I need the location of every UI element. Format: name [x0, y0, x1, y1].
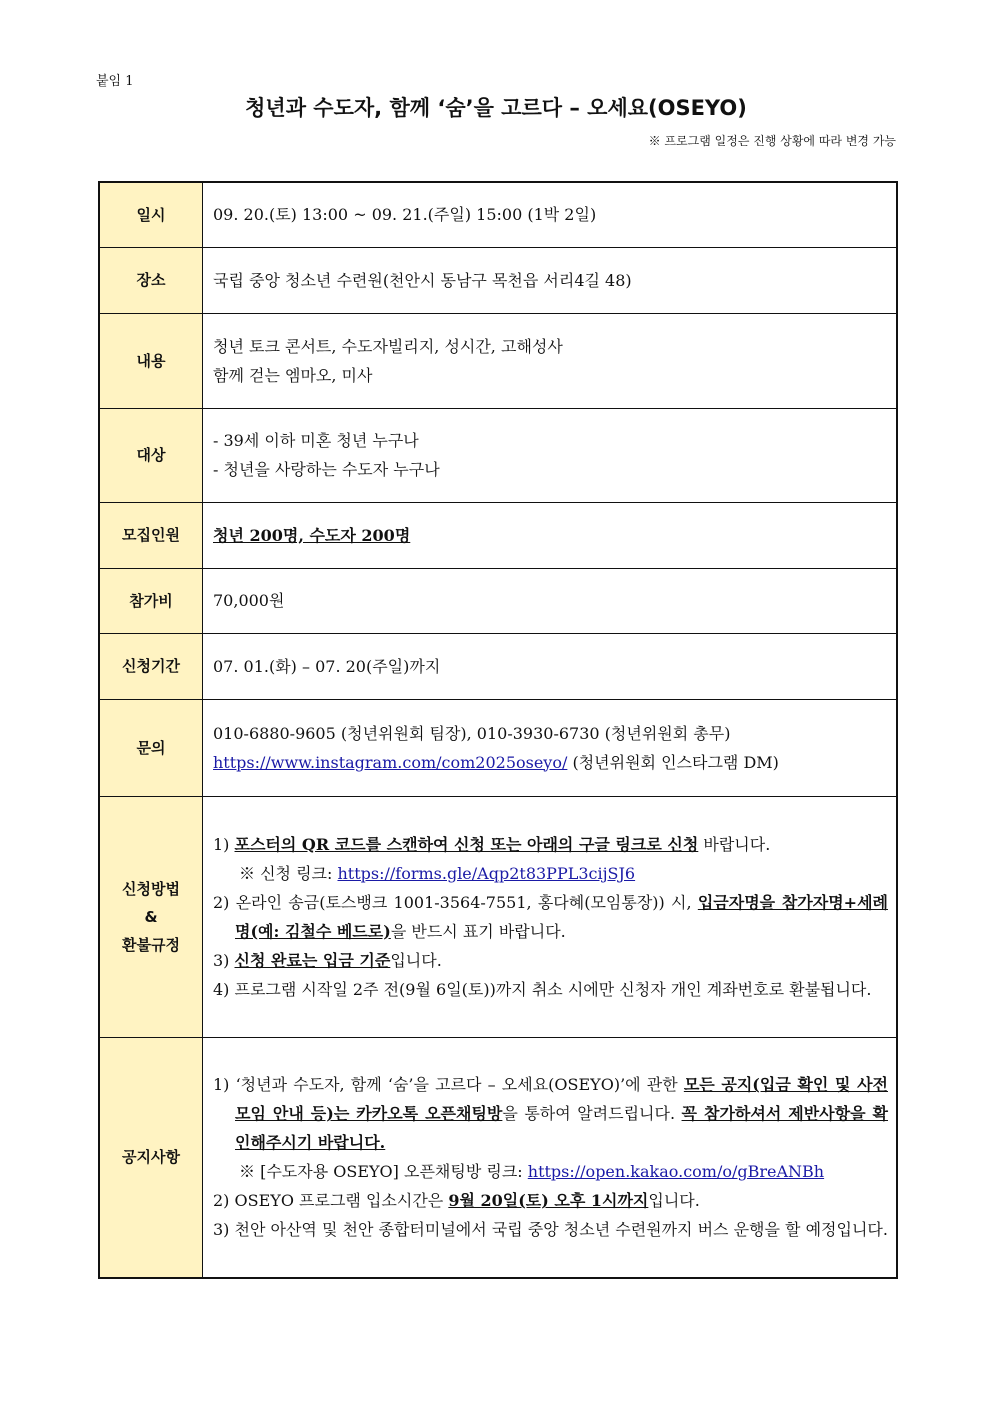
notice-item-1-bold1: 모든 공지(입금 확인 및 사전 모임 안내 등)는 카카오톡 오픈채팅방: [235, 1075, 888, 1124]
notice-item-3: [213, 1215, 888, 1244]
row-date: [99, 182, 897, 247]
notice-item-3-text: 천안 아산역 및 천안 종합터미널에서 국립 중앙 청소년 수련원까지 버스 운행을 할 예정입니다.: [234, 1220, 888, 1240]
value-fee: 70,000원: [203, 568, 898, 633]
apply-item-2-num: 2): [213, 892, 230, 912]
apply-item-4-text: 프로그램 시작일 2주 전(9월 6일(토))까지 취소 시에만 신청자 개인 계좌번호로 환불됩니다.: [234, 979, 872, 999]
apply-item-3-num: 3): [213, 950, 230, 970]
label-period: 신청기간: [99, 633, 203, 699]
label-target: 대상: [99, 408, 203, 502]
apply-item-3-bold: 신청 완료는 입금 기준: [234, 950, 391, 970]
value-apply: [203, 796, 898, 1037]
content-line-1: 청년 토크 콘서트, 수도자빌리지, 성시간, 고해성사: [213, 336, 563, 356]
instagram-link[interactable]: https://www.instagram.com/com2025oseyo/: [213, 752, 568, 772]
value-recruit: 청년 200명, 수도자 200명: [213, 525, 411, 545]
target-line-1: - 39세 이하 미혼 청년 누구나: [213, 431, 419, 450]
apply-item-1-bold: 포스터의 QR 코드를 스캔하여 신청 또는 아래의 구글 링크로 신청: [234, 834, 699, 854]
notice-item-1-mid: 을 통하여 알려드립니다.: [502, 1104, 682, 1124]
value-notice: [203, 1037, 898, 1278]
attachment-label: 붙임 1: [96, 74, 134, 89]
target-line-2: - 청년을 사랑하는 수도자 누구나: [213, 460, 440, 479]
apply-item-4: [213, 975, 888, 1004]
apply-item-1: [213, 830, 888, 859]
label-contact: 문의: [99, 699, 203, 796]
row-content: [99, 313, 897, 408]
google-form-link[interactable]: https://forms.gle/Aqp2t83PPL3cijSJ6: [337, 863, 636, 883]
label-place: 장소: [99, 247, 203, 313]
value-period: 07. 01.(화) – 07. 20(주일)까지: [203, 633, 898, 699]
row-period: [99, 633, 897, 699]
notice-item-3-num: 3): [213, 1220, 230, 1240]
apply-item-2-text: 온라인 송금(토스뱅크 1001-3564-7551, 홍다혜(모임통장)) 시,: [235, 892, 698, 912]
notice-item-2-rest: 입니다.: [648, 1191, 700, 1211]
value-date: 09. 20.(토) 13:00 ~ 09. 21.(주일) 15:00 (1박 2일): [203, 182, 898, 247]
value-place: 국립 중앙 청소년 수련원(천안시 동남구 목천읍 서리4길 48): [203, 247, 898, 313]
row-fee: [99, 568, 897, 633]
apply-item-2-rest: 을 반드시 표기 바랍니다.: [390, 921, 566, 941]
label-apply-3: 환불규정: [122, 935, 180, 954]
notice-item-1-text: ‘청년과 수도자, 함께 ‘숨’을 고르다 – 오세요(OSEYO)’에 관한: [235, 1075, 684, 1095]
apply-item-3: [213, 946, 888, 975]
label-content: 내용: [99, 313, 203, 408]
label-date: 일시: [99, 182, 203, 247]
row-contact: [99, 699, 897, 796]
notice-link-line: [213, 1157, 888, 1186]
label-apply-2: &: [144, 907, 158, 926]
value-contact: [203, 699, 898, 796]
notice-item-2-bold: 9월 20일(토) 오후 1시까지: [448, 1191, 649, 1211]
schedule-note: ※ 프로그램 일정은 진행 상황에 따라 변경 가능: [648, 134, 896, 148]
apply-item-1-rest: 바랍니다.: [698, 834, 771, 854]
info-table: [98, 181, 898, 1279]
apply-item-3-rest: 입니다.: [390, 950, 442, 970]
notice-item-2-num: 2): [213, 1191, 230, 1211]
notice-item-1-num: 1): [213, 1075, 230, 1095]
notice-link-prefix: ※ [수도자용 OSEYO] 오픈채팅방 링크:: [239, 1162, 528, 1182]
row-recruit: [99, 502, 897, 568]
row-apply: [99, 796, 897, 1037]
label-notice: 공지사항: [99, 1037, 203, 1278]
apply-link-prefix: ※ 신청 링크:: [239, 863, 338, 883]
contact-instagram: [213, 748, 888, 777]
row-notice: [99, 1037, 897, 1278]
value-content: [203, 313, 898, 408]
value-target: [203, 408, 898, 502]
apply-item-4-num: 4): [213, 979, 230, 999]
label-apply-1: 신청방법: [122, 879, 180, 898]
label-recruit: 모집인원: [99, 502, 203, 568]
notice-item-2-text: OSEYO 프로그램 입소시간은: [234, 1191, 449, 1211]
row-target: [99, 408, 897, 502]
contact-phones: 010-6880-9605 (청년위원회 팀장), 010-3930-6730 (청년위원회 총무): [213, 723, 731, 743]
instagram-suffix: (청년위원회 인스타그램 DM): [572, 752, 779, 772]
kakao-openchat-link[interactable]: https://open.kakao.com/o/gBreANBh: [527, 1162, 825, 1182]
notice-item-1-bold2: 꼭 참가하셔서 제반사항을 확인해주시기 바랍니다.: [235, 1104, 888, 1153]
page-title: 청년과 수도자, 함께 ‘숨’을 고르다 – 오세요(OSEYO): [245, 96, 747, 120]
value-recruit-cell: [203, 502, 898, 568]
label-fee: 참가비: [99, 568, 203, 633]
apply-item-2: [213, 888, 888, 946]
notice-item-1: [213, 1070, 888, 1157]
label-apply: [99, 796, 203, 1037]
apply-item-2-bold: 입금자명을 참가자명+세례명(예: 김철수 베드로): [235, 892, 888, 941]
row-place: [99, 247, 897, 313]
apply-link-line: [213, 859, 888, 888]
apply-item-1-num: 1): [213, 834, 230, 854]
notice-item-2: [213, 1186, 888, 1215]
content-line-2: 함께 걷는 엠마오, 미사: [213, 365, 373, 385]
